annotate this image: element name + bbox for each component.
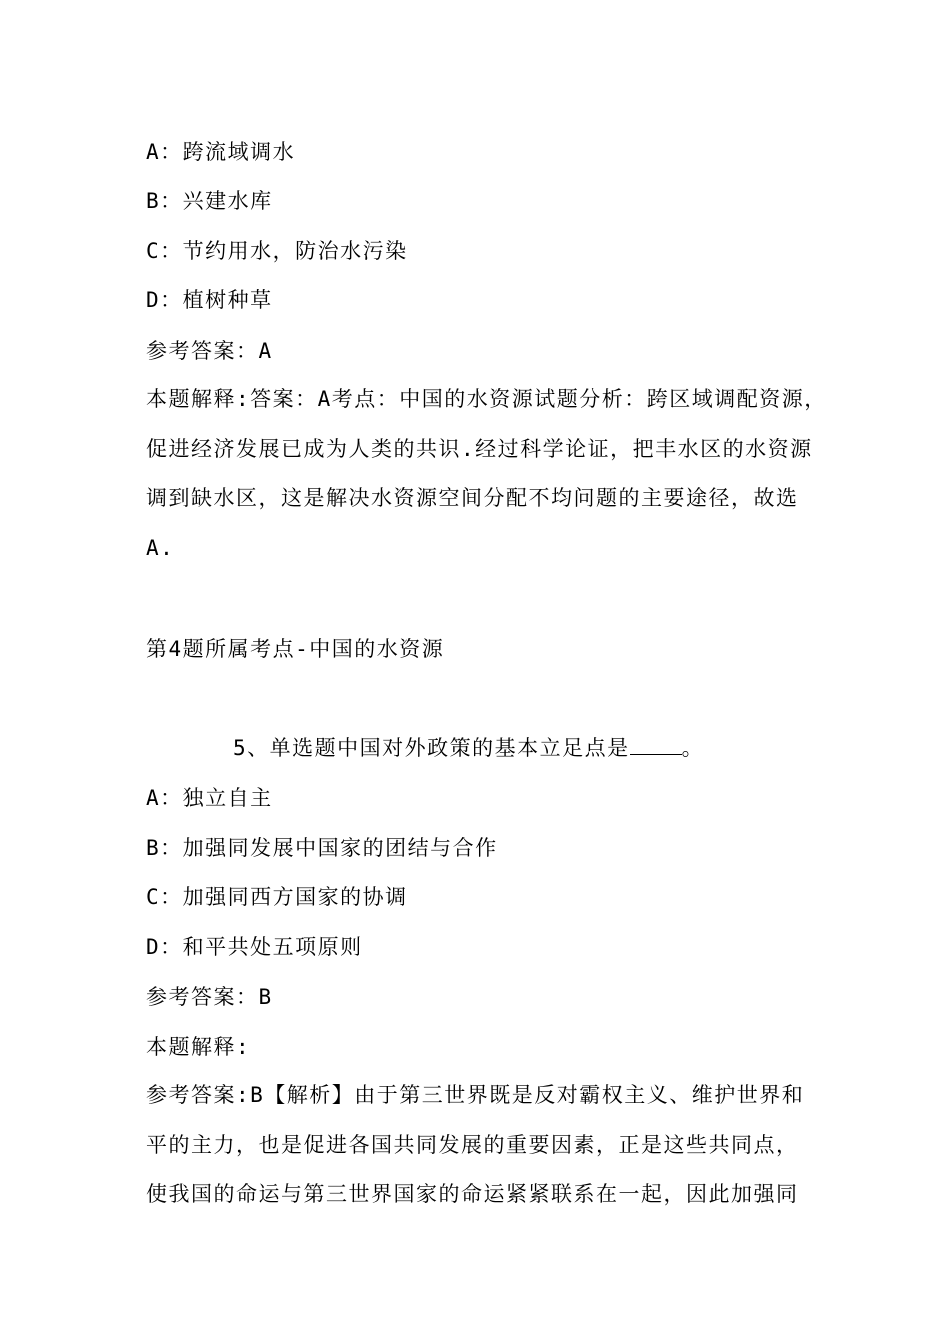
q4-explanation-line: 本题解释:答案：A考点：中国的水资源试题分析：跨区域调配资源， <box>146 387 827 411</box>
q4-option-b: B：兴建水库 <box>146 189 273 213</box>
q5-question <box>233 736 704 760</box>
q5-question-end: 。 <box>681 736 705 760</box>
q4-option-c: C：节约用水，防治水污染 <box>146 239 408 263</box>
q5-option-d: D：和平共处五项原则 <box>146 935 363 959</box>
answer-blank <box>630 736 682 755</box>
q5-option-a: A：独立自主 <box>146 786 273 810</box>
q5-option-c: C：加强同西方国家的协调 <box>146 885 408 909</box>
q5-option-b: B：加强同发展中国家的团结与合作 <box>146 836 498 860</box>
q4-option-d: D：植树种草 <box>146 288 273 312</box>
q4-topic: 第4题所属考点-中国的水资源 <box>146 637 445 661</box>
q5-answer: 参考答案：B <box>146 985 273 1009</box>
q5-explanation-line: 参考答案:B【解析】由于第三世界既是反对霸权主义、维护世界和 <box>146 1083 805 1107</box>
q4-explanation-line: 调到缺水区，这是解决水资源空间分配不均问题的主要途径，故选 <box>146 486 799 510</box>
q5-explanation <box>146 1071 816 1220</box>
q5-explanation-label: 本题解释: <box>146 1035 251 1059</box>
q4-explanation-line: 促进经济发展已成为人类的共识.经过科学论证，把丰水区的水资源 <box>146 436 813 461</box>
q4-explanation <box>146 375 827 573</box>
q5-question-text: 5、单选题中国对外政策的基本立足点是 <box>233 736 630 760</box>
q4-option-a: A：跨流域调水 <box>146 140 296 164</box>
q5-explanation-line: 平的主力，也是促进各国共同发展的重要因素，正是这些共同点， <box>146 1132 799 1157</box>
q4-explanation-line: A. <box>146 535 175 560</box>
q4-answer: 参考答案：A <box>146 339 273 363</box>
q5-explanation-line: 使我国的命运与第三世界国家的命运紧紧联系在一起，因此加强同 <box>146 1182 799 1206</box>
